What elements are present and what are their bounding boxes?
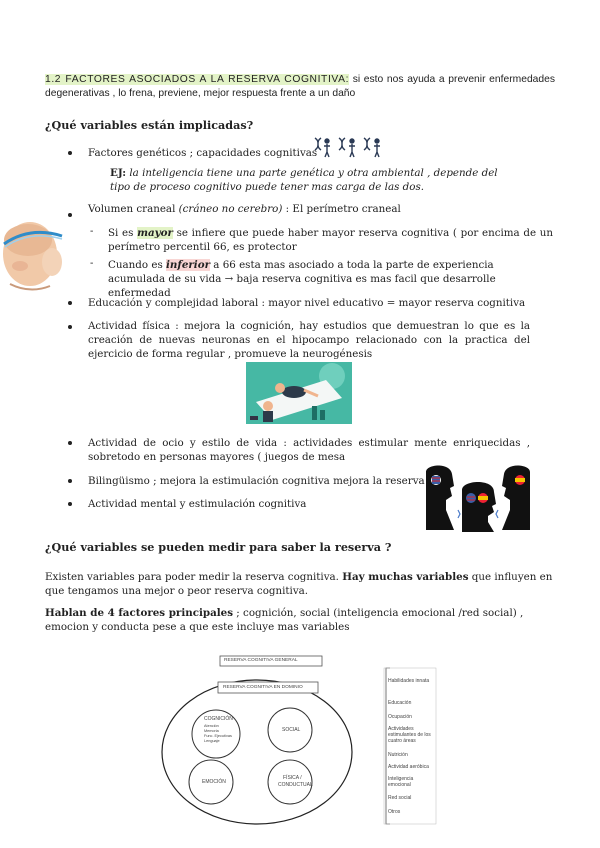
factor-list-item: Actividades estimulantes de los cuatro áreas	[388, 726, 431, 744]
cognition-item: Func. Ejecutivas	[204, 734, 232, 738]
inferior-post: a 66 esta mas asociado a toda la parte de experiencia acumulada de su vida → baja reserva cognitiva es mas facil que desarrolle enfermedad	[108, 259, 496, 299]
factor-list-item: Ocupación	[388, 714, 412, 720]
bullet-mental-activity: Actividad mental y estimulación cognitiva	[88, 498, 307, 510]
cognition-title: COGNICIÓN	[204, 716, 233, 722]
cognition-item: Memoria	[204, 729, 219, 733]
four-factors-bold: Hablan de 4 factores principales	[45, 607, 234, 619]
paragraph-variables	[45, 570, 555, 598]
head-measurement-illustration	[0, 214, 70, 294]
bullet-dot	[68, 502, 72, 506]
bullet-genetic-factors: Factores genéticos ; capacidades cognitivas	[88, 147, 318, 159]
factor-list-item: Actividad aeróbica	[388, 764, 429, 770]
cognition-item: Atención	[204, 724, 219, 728]
cranial-volume-label: Volumen craneal	[88, 203, 179, 215]
behavioral-label: CONDUCTUAL	[278, 782, 313, 788]
variables-post: que influyen en que tengamos una mejor o peor reserva cognitiva.	[45, 571, 553, 597]
bullet-dot	[68, 151, 72, 155]
factor-list-item: Red social	[388, 795, 412, 801]
section-intro: si esto nos ayuda a prevenir enfermedades degenerativas , lo frena, previene, mejor respuesta frente a un daño	[45, 74, 555, 99]
bullet-dot	[68, 441, 72, 445]
bilingual-heads-illustration	[424, 464, 532, 532]
exercise-illustration	[246, 362, 352, 424]
mayor-word: mayor	[137, 227, 173, 239]
social-label: SOCIAL	[282, 727, 301, 733]
four-factors-post: ; cognición, social (inteligencia emocional /red social) , emocion y conducta pese a que este incluye mas variables	[45, 607, 524, 633]
cranial-volume-rest: : El perímetro craneal	[282, 203, 401, 215]
bullet-leisure: Actividad de ocio y estilo de vida : actividades estimular mente enriquecidas , sobretodo en personas mayores ( juegos de mesa	[88, 437, 530, 463]
cognition-item: Lenguaje	[204, 739, 220, 743]
bullet-cranial-volume	[88, 202, 401, 216]
section-title: 1.2 FACTORES ASOCIADOS A LA RESERVA COGNITIVA:	[45, 74, 350, 85]
inferior-pre: Cuando es	[108, 259, 166, 271]
inferior-word: inferior	[166, 259, 211, 271]
bullet-bilingualism: Bilingüismo ; mejora la estimulación cognitiva mejora la reserva	[88, 475, 425, 487]
factor-list-item: Otros	[388, 809, 401, 815]
example-text: la inteligencia tiene una parte genética y otra ambiental , depende del tipo de proceso cognitivo puede tener mas carga de las dos.	[110, 167, 498, 193]
factor-list-item: Habilidades innata	[388, 678, 430, 684]
bullet-dot	[68, 301, 72, 305]
physical-label: FÍSICA /	[283, 775, 302, 781]
domain-reserve-box: RESERVA COGNITIVA EN DOMINIO	[223, 685, 303, 690]
bullet-dot	[68, 325, 72, 329]
variables-bold: Hay muchas variables	[342, 571, 469, 583]
bullet-dot	[68, 213, 72, 217]
dna-people-icons	[312, 136, 384, 158]
cognitive-reserve-diagram	[160, 652, 560, 832]
bullet-education: Educación y complejidad laboral : mayor nivel educativo = mayor reserva cognitiva	[88, 297, 526, 309]
variables-pre: Existen variables para poder medir la reserva cognitiva.	[45, 571, 343, 583]
mayor-post: se infiere que puede haber mayor reserva cognitiva ( por encima de un perímetro percentil 66, es protector	[108, 227, 553, 253]
factor-list-item: Inteligencia emocional	[388, 776, 414, 788]
sub-bullet-inferior	[108, 258, 548, 300]
bullet-physical-activity: Actividad física : mejora la cognición, hay estudios que demuestran lo que es la creación de nuevas neuronas en el hipocampo relacionado con la practica del ejercicio de forma regular , promueve la neurogénesis	[88, 320, 530, 360]
cranial-volume-paren: (cráneo no cerebro)	[178, 203, 283, 215]
mayor-pre: Si es	[108, 227, 138, 239]
factor-list-item: Nutrición	[388, 752, 408, 758]
general-reserve-box: RESERVA COGNITIVA GENERAL	[224, 658, 298, 663]
sub-bullet-mayor	[108, 226, 553, 254]
example-label: EJ:	[110, 167, 127, 179]
question-heading-1: ¿Qué variables están implicadas?	[45, 118, 254, 132]
sub-dash: -	[90, 258, 94, 269]
question-heading-2: ¿Qué variables se pueden medir para saber la reserva ?	[45, 540, 392, 554]
section-heading-paragraph	[45, 73, 555, 101]
example-note	[110, 166, 500, 194]
sub-dash: -	[90, 226, 94, 237]
bullet-dot	[68, 479, 72, 483]
emotion-label: EMOCIÓN	[202, 779, 226, 785]
paragraph-four-factors	[45, 606, 555, 634]
factor-list-item: Educación	[388, 700, 412, 706]
